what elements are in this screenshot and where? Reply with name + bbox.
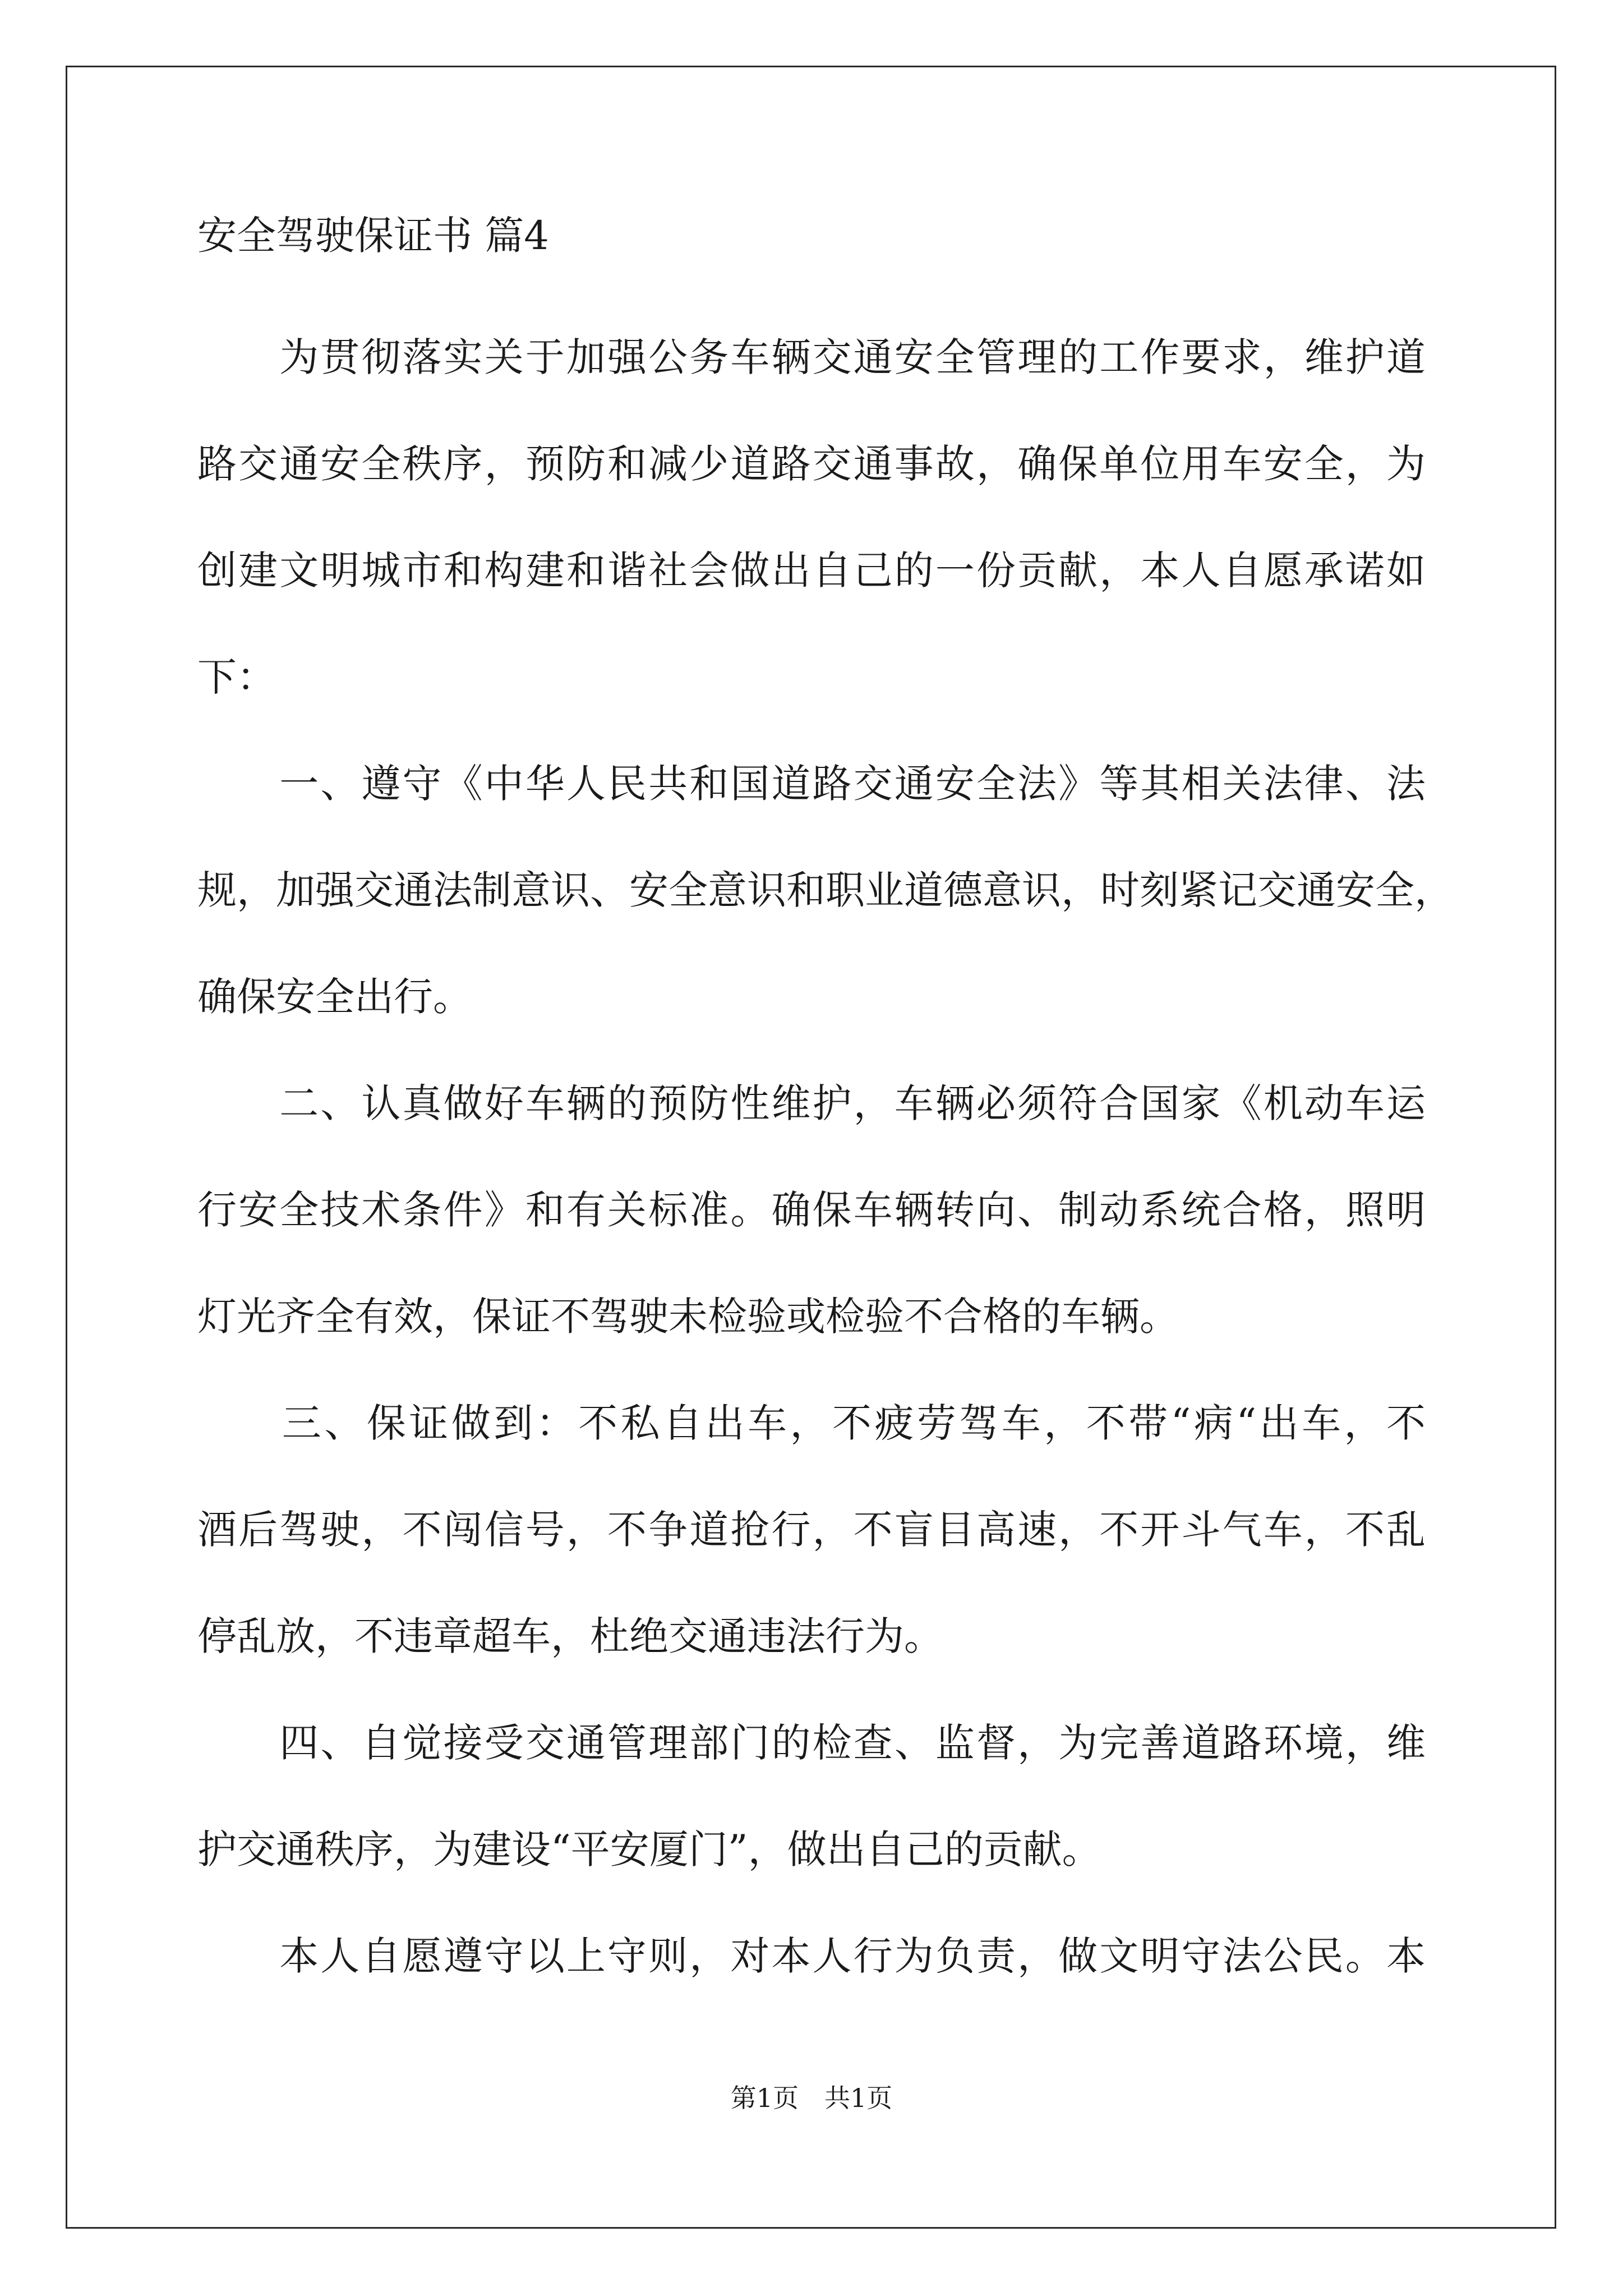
- page-number-footer: 第1页 共1页: [730, 2083, 893, 2113]
- paragraph-line: 一、遵守《中华人民共和国道路交通安全法》等其相关法律、法: [197, 761, 1426, 807]
- paragraph-line: 灯光齐全有效，保证不驾驶未检验或检验不合格的车辆。: [197, 1294, 1179, 1340]
- paragraph-line: 酒后驾驶，不闯信号，不争道抢行，不盲目高速，不开斗气车，不乱: [197, 1507, 1426, 1553]
- paragraph-line: 路交通安全秩序，预防和减少道路交通事故，确保单位用车安全，为: [197, 441, 1426, 487]
- paragraph-line: 二、认真做好车辆的预防性维护，车辆必须符合国家《机动车运: [197, 1080, 1426, 1126]
- paragraph-line: 规，加强交通法制意识、安全意识和职业道德意识，时刻紧记交通安全，: [197, 867, 1454, 913]
- document-title: 安全驾驶保证书 篇4: [197, 213, 549, 259]
- paragraph-line: 下：: [197, 654, 276, 700]
- paragraph-line: 护交通秩序，为建设“平安厦门”，做出自己的贡献。: [197, 1826, 1101, 1872]
- paragraph-line: 为贯彻落实关于加强公务车辆交通安全管理的工作要求，维护道: [197, 334, 1426, 380]
- page-border: [66, 66, 1556, 2229]
- paragraph-line: 四、自觉接受交通管理部门的检查、监督，为完善道路环境，维: [197, 1720, 1426, 1766]
- paragraph-line: 三、保证做到：不私自出车，不疲劳驾车，不带“病“出车，不: [197, 1400, 1426, 1446]
- paragraph-line: 确保安全出行。: [197, 974, 472, 1020]
- paragraph-line: 本人自愿遵守以上守则，对本人行为负责，做文明守法公民。本: [197, 1933, 1426, 1979]
- paragraph-line: 停乱放，不违章超车，杜绝交通违法行为。: [197, 1613, 943, 1659]
- paragraph-line: 行安全技术条件》和有关标准。确保车辆转向、制动系统合格，照明: [197, 1187, 1426, 1233]
- paragraph-line: 创建文明城市和构建和谐社会做出自己的一份贡献，本人自愿承诺如: [197, 547, 1426, 593]
